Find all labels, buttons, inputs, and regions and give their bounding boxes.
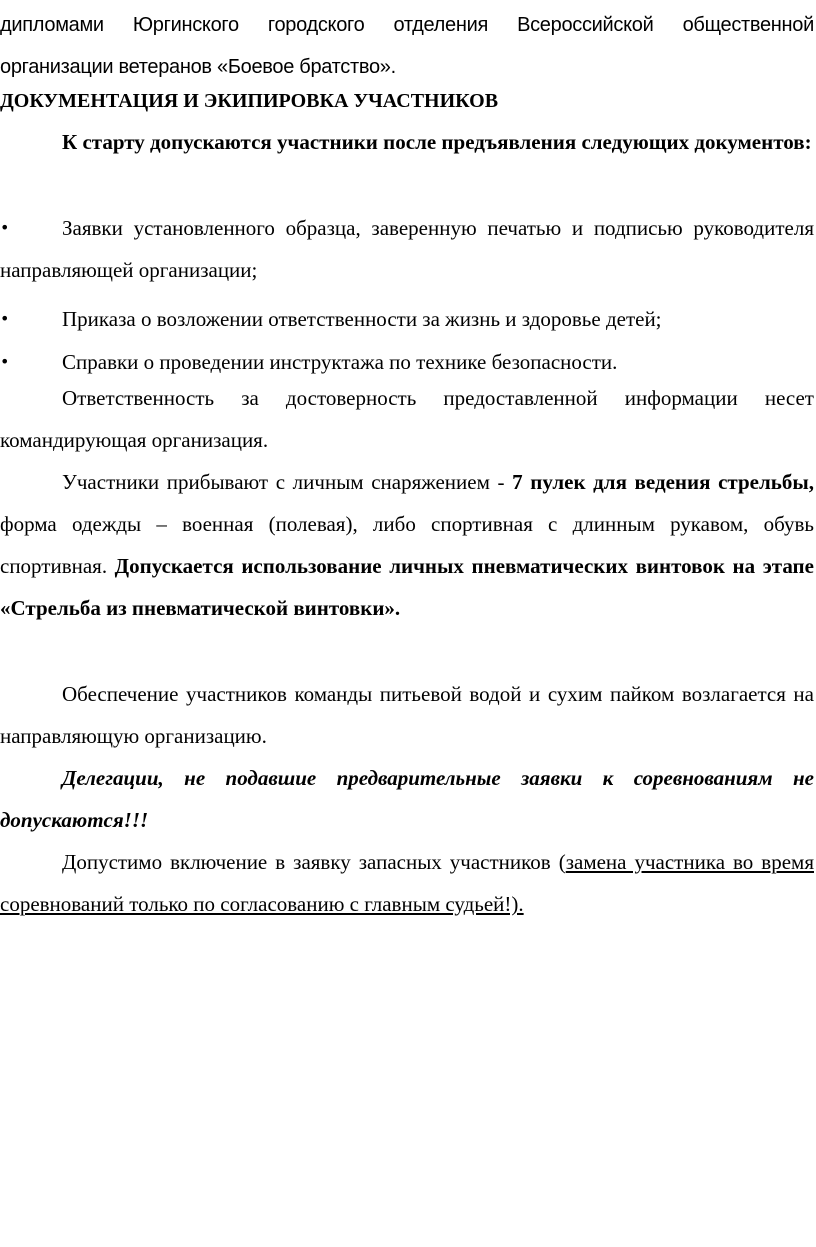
equipment-ammo-text: 7 пулек для ведения стрельбы, xyxy=(512,470,814,494)
equipment-text-2: форма одежды – военная (полевая), либо спортивная с длинным рукавом, обувь спортивная. xyxy=(0,512,814,578)
list-item-text: Приказа о возложении ответственности за жизнь и здоровье детей; xyxy=(62,307,662,331)
admission-paragraph: К старту допускаются участники после предъявления следующих документов: xyxy=(62,130,812,154)
section-heading: ДОКУМЕНТАЦИЯ И ЭКИПИРОВКА УЧАСТНИКОВ xyxy=(0,90,499,112)
list-item xyxy=(0,298,814,340)
equipment-paragraph xyxy=(0,461,814,629)
substitutes-underlined-text: замена участника во время соревнований только по согласованию с главным судьей!). xyxy=(0,850,814,916)
warning-paragraph: Делегации, не подавшие предварительные заявки к соревнованиям не допускаются!!! xyxy=(0,766,814,832)
list-item xyxy=(0,207,814,291)
responsibility-paragraph: Ответственность за достоверность предоставленной информации несет командирующая организация. xyxy=(0,386,814,452)
documents-list xyxy=(0,207,814,383)
equipment-text-1: Участники прибывают с личным снаряжением - xyxy=(62,470,513,494)
bullet-icon: • xyxy=(0,352,10,371)
intro-line-1: дипломами Юргинского городского отделения Всероссийской общественной xyxy=(0,14,814,36)
bullet-icon: • xyxy=(0,309,10,328)
equipment-rifle-text: Допускается использование личных пневматических винтовок на этапе «Стрельба из пневматической винтовки». xyxy=(0,554,814,620)
provision-paragraph: Обеспечение участников команды питьевой водой и сухим пайком возлагается на направляющую организацию. xyxy=(0,682,814,748)
substitutes-paragraph xyxy=(0,841,814,925)
substitutes-text: Допустимо включение в заявку запасных участников ( xyxy=(62,850,566,874)
bullet-icon: • xyxy=(0,218,10,237)
intro-line-2: организации ветеранов «Боевое братство». xyxy=(0,56,396,78)
list-item-text: Справки о проведении инструктажа по технике безопасности. xyxy=(62,350,618,374)
intro-paragraph xyxy=(0,4,814,88)
list-item-text: Заявки установленного образца, заверенную печатью и подписью руководителя направляющей организации; xyxy=(0,216,814,282)
